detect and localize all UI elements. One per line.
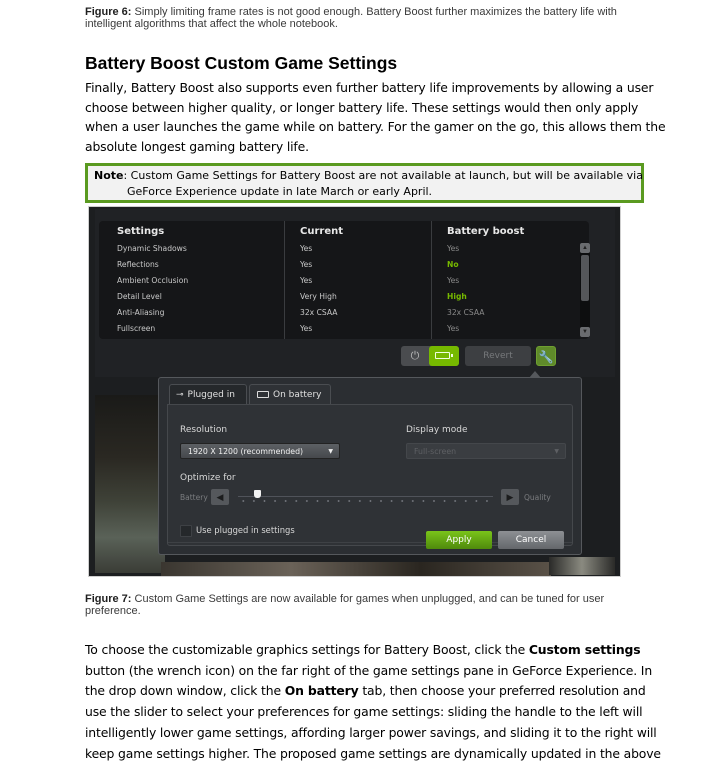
intro-paragraph (85, 78, 666, 156)
tab-plugged-in[interactable] (169, 384, 247, 404)
settings-table (99, 221, 589, 339)
current-value: 32x CSAA (300, 308, 338, 317)
text-segment: tab, then choose your preferred resolution and (358, 683, 646, 699)
text-segment: To choose the customizable graphics settings for Battery Boost, click the (85, 642, 529, 657)
table-row (99, 241, 579, 257)
display-mode-value: Full-screen (414, 447, 457, 456)
setting-name: Anti-Aliasing (117, 308, 165, 317)
figure-6-label: Figure 6: (85, 6, 132, 18)
boost-value: High (447, 292, 467, 301)
intro-line: absolute longest gaming battery life. (85, 138, 309, 154)
note-text-line1: : Custom Game Settings for Battery Boost are not available at launch, but will be available via (123, 169, 643, 182)
battery-icon (257, 391, 269, 398)
current-value: Very High (300, 292, 337, 301)
optimize-for-label: Optimize for (180, 473, 236, 483)
tab-on-battery[interactable] (249, 384, 331, 404)
display-mode-label: Display mode (406, 425, 468, 435)
boost-value: Yes (447, 276, 460, 285)
display-mode-dropdown[interactable] (406, 443, 566, 459)
text-segment: button (the wrench icon) on the far right of the game settings pane in GeForce Experience. In (85, 662, 653, 678)
figure-7-caption (85, 593, 625, 617)
scrollbar-thumb[interactable] (581, 255, 589, 301)
table-row (99, 257, 579, 273)
figure-7-label: Figure 7: (85, 593, 132, 605)
intro-line: when a user launches the game while on battery. For the gamer on the go, this allows them the (85, 119, 666, 134)
text-segment: the drop down window, click the (85, 683, 285, 699)
scroll-up-icon[interactable]: ▲ (580, 243, 590, 253)
on-battery-panel (167, 404, 573, 546)
power-plug-icon: ⊸ (176, 390, 184, 400)
figure-6-text-line1: Simply limiting frame rates is not good enough. Battery Boost further maximizes the battery life with (131, 6, 617, 18)
slider-quality-label: Quality (524, 493, 551, 502)
text-segment: keep game settings higher. The proposed game settings are dynamically updated in the above (85, 745, 661, 761)
text-segment: intelligently lower game settings, affording larger power savings, and sliding it to the right will (85, 724, 657, 740)
boost-value: No (447, 260, 459, 269)
boost-value: Yes (447, 244, 460, 253)
custom-settings-popup (158, 377, 582, 555)
header-current: Current (300, 226, 344, 237)
setting-name: Reflections (117, 260, 159, 269)
game-background-image (95, 395, 165, 573)
game-background-image (549, 557, 615, 575)
chevron-down-icon: ▼ (328, 448, 333, 455)
setting-name: Detail Level (117, 292, 162, 301)
instructions-paragraph (85, 640, 661, 764)
current-value: Yes (300, 260, 313, 269)
figure-6-caption (85, 6, 625, 30)
table-scrollbar[interactable] (580, 243, 590, 337)
intro-line: Finally, Battery Boost also supports even further battery life improvements by allowing a user (85, 80, 654, 95)
setting-name: Ambient Occlusion (117, 276, 189, 285)
slider-right-button[interactable]: ▶ (501, 489, 519, 505)
apply-button[interactable]: Apply (426, 531, 492, 549)
power-plug-icon[interactable]: ⏻ (410, 350, 420, 362)
tab-label: Plugged in (187, 390, 235, 400)
note-label: Note (94, 169, 124, 182)
geforce-experience-screenshot (89, 207, 620, 576)
use-plugged-settings-checkbox[interactable] (180, 525, 192, 537)
custom-settings-emphasis: Custom settings (528, 642, 641, 657)
tab-label: On battery (273, 390, 322, 400)
power-mode-toggle[interactable] (401, 346, 459, 366)
slider-ticks (238, 500, 493, 502)
cancel-button[interactable]: Cancel (498, 531, 564, 549)
header-settings: Settings (117, 226, 165, 237)
battery-icon[interactable] (429, 346, 459, 366)
figure-7-text-line2: preference. (85, 605, 141, 617)
table-row (99, 321, 579, 337)
note-box (85, 163, 644, 203)
resolution-label: Resolution (180, 425, 228, 435)
popup-pointer (529, 371, 541, 378)
table-row (99, 305, 579, 321)
resolution-dropdown[interactable] (180, 443, 340, 459)
table-row (99, 289, 579, 305)
figure-6-text-line2: intelligent algorithms that affect the whole notebook. (85, 18, 338, 30)
figure-7-text-line1: Custom Game Settings are now available for games when unplugged, and can be tuned for user (131, 593, 605, 605)
slider-battery-label: Battery (180, 493, 208, 502)
table-row (99, 273, 579, 289)
use-plugged-settings-label: Use plugged in settings (196, 525, 295, 535)
game-background-image (161, 562, 551, 576)
boost-value: 32x CSAA (447, 308, 485, 317)
boost-value: Yes (447, 324, 460, 333)
slider-left-button[interactable]: ◀ (211, 489, 229, 505)
note-text-line2: GeForce Experience update in late March or early April. (127, 185, 433, 198)
current-value: Yes (300, 324, 313, 333)
header-battery-boost: Battery boost (447, 226, 525, 237)
optimize-slider-track[interactable] (238, 496, 493, 497)
on-battery-emphasis: On battery (284, 683, 359, 699)
resolution-value: 1920 X 1200 (recommended) (188, 447, 304, 456)
intro-line: choose between higher quality, or longer battery life. These settings would then only apply (85, 99, 639, 115)
chevron-down-icon: ▼ (554, 448, 559, 455)
current-value: Yes (300, 244, 313, 253)
section-heading: Battery Boost Custom Game Settings (85, 53, 398, 73)
setting-name: Dynamic Shadows (117, 244, 187, 253)
revert-button[interactable]: Revert (465, 346, 531, 366)
current-value: Yes (300, 276, 313, 285)
text-segment: use the slider to select your preferences for game settings: sliding the handle to the left will (85, 704, 643, 720)
wrench-icon[interactable]: 🔧 (536, 346, 556, 366)
setting-name: Fullscreen (117, 324, 156, 333)
scroll-down-icon[interactable]: ▼ (580, 327, 590, 337)
optimize-slider-handle[interactable] (254, 490, 261, 498)
game-settings-pane (95, 209, 615, 377)
